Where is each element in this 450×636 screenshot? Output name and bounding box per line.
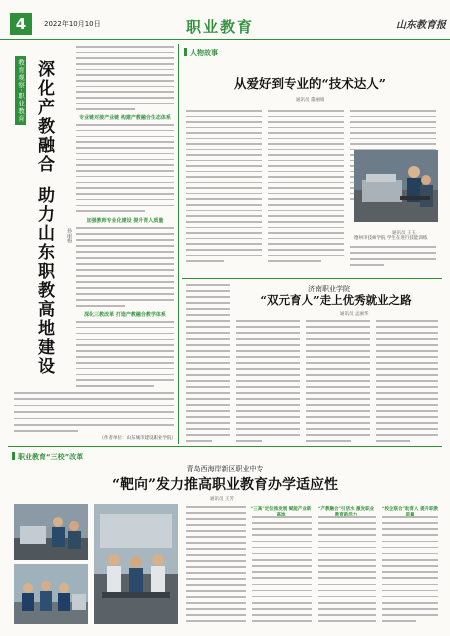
bottom-subhead-1: “三高”定位推发展 赋能产业新 [250,507,312,512]
kicker-bar [184,48,187,56]
mid-story-col-3 [376,320,438,442]
section-title: 职业教育 [186,18,255,36]
bottom-photo-3 [94,504,178,624]
mid-story-byline: 通讯员 孟丽华 [340,312,369,317]
top-story-byline-1: 通讯员 董丽娟 [296,98,325,103]
bottom-story-headline: “靶向”发力推高职业教育办学适应性 [111,477,339,493]
kicker-bar [12,452,15,460]
top-story-col-4 [186,204,262,262]
top-story-byline-2: 通讯员 王玉 [392,231,416,236]
left-story-headline [30,60,56,376]
left-subhead-2: 加强教师专业化建设 提升育人质量 [86,218,164,224]
left-subhead-1: 专业链对接产业链 构建产教融合生态体系 [79,115,171,121]
top-story-col-2 [268,110,344,200]
photo-workshop-training [14,504,88,560]
left-story-body-3 [76,227,174,307]
left-story-footer-note: （作者单位：山东城市建设职业学院） [99,436,176,441]
bottom-story-kicker-label: 职业教育“三校”改革 [18,453,84,461]
headline-part-2: 助力山东职教高地建设 [34,186,54,376]
left-subhead-3: 深化三教改革 打造产教融合教学体系 [84,312,166,318]
top-story-photo-caption: 德州市技师学院 学生在进行技能训练 [354,236,428,241]
top-story-kicker [184,48,218,58]
left-story-body-2 [76,124,174,212]
top-story-col-6 [350,246,436,266]
left-story-body-5 [14,392,174,432]
mid-story-col-1 [236,320,300,442]
mid-story-headline: “双元育人”走上优秀就业之路 [260,293,412,307]
mid-story-col-2 [306,320,370,442]
section-rule-right [182,278,442,279]
left-story-body-1 [76,46,174,110]
mid-story-kicker: 济南职业学院 [308,285,350,293]
top-story-col-1 [186,110,262,200]
photo-students-training [354,150,438,222]
top-story-col-5 [268,204,344,262]
section-rule-bottom [8,446,442,447]
photo-students-group [14,564,88,624]
bottom-story-col-1 [186,506,246,622]
top-story-headline: 从爱好到专业的“技术达人” [234,76,386,91]
headline-part-1: 深化产教融合 [34,60,54,174]
masthead-logo: 山东教育报 [396,20,446,31]
column-rule-left [178,44,179,444]
top-story-photo [354,150,438,222]
bottom-story-col-2 [252,516,312,622]
bottom-photo-1 [14,504,88,560]
bottom-story-byline: 通讯员 王芳 [210,497,234,502]
top-story-kicker-label: 人物故事 [190,49,218,57]
left-story-author: 孙丽梅 [66,228,72,243]
bottom-story-col-4 [382,516,438,622]
page-header [0,0,450,40]
mid-story-col-0 [186,284,230,442]
bottom-subhead-3: “校企联合”助育人 提升职教 [381,507,439,512]
bottom-story-overline: 青岛西海岸新区职业中专 [186,465,264,473]
bottom-photo-2 [14,564,88,624]
bottom-story-kicker [12,452,83,462]
issue-date: 2022年10月10日 [44,20,101,28]
left-story-kicker: 教育观察·职业教育 [15,56,26,125]
bottom-story-col-3 [318,516,376,622]
page-number: 4 [10,13,32,35]
bottom-subhead-2: “产教融合”引活水 激发职业 [317,507,375,512]
photo-classroom-practice [94,504,178,624]
left-story-body-4 [76,321,174,387]
